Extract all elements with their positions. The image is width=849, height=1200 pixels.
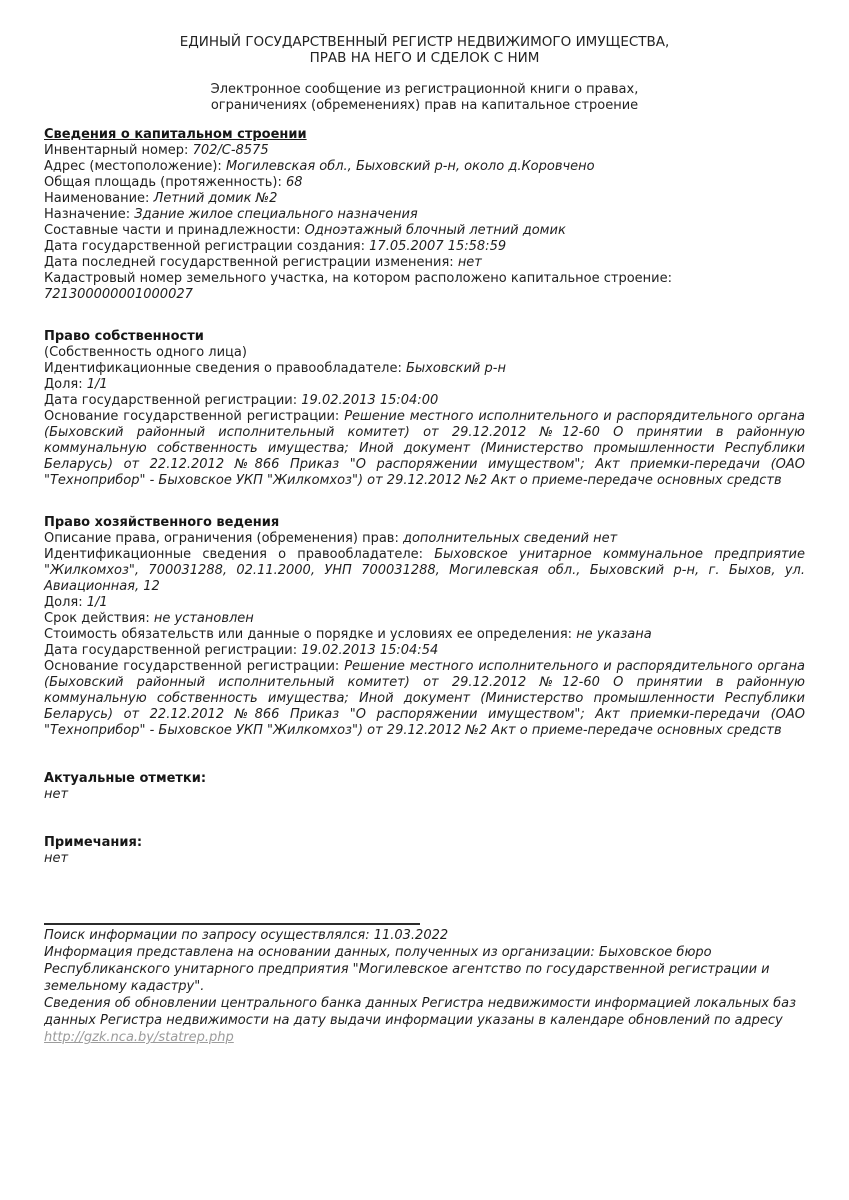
footer-update-line: Сведения об обновлении центрального банка данных Регистра недвижимости информацией локальных баз данных Регистра недвижимости на дату выдачи информации указаны в календаре обновлений по адресу xyxy=(44,996,797,1028)
document-title-line1: ЕДИНЫЙ ГОСУДАРСТВЕННЫЙ РЕГИСТР НЕДВИЖИМОГО ИМУЩЕСТВА, xyxy=(179,34,670,50)
field-row xyxy=(44,361,805,377)
field-row xyxy=(44,255,805,271)
field-value: не указана xyxy=(576,627,652,642)
field-label: Описание права, ограничения (обременения) прав: xyxy=(44,531,399,546)
field-row xyxy=(44,851,805,867)
document-title xyxy=(44,34,805,66)
footer-source-line: Информация представлена на основании данных, полученных из организации: Быховское бюро Республиканского унитарного предприятия "Могилевское агентство по государственной регистрации и земельному кадастру". xyxy=(44,945,770,994)
field-label: Кадастровый номер земельного участка, на котором расположено капитальное строение: xyxy=(44,271,672,286)
field-label: Дата государственной регистрации: xyxy=(44,393,298,408)
field-value: Решение местного исполнительного и распорядительного органа (Быховский районный исполнительный комитет) от 29.12.2012 №12-60 О принятии в районную коммунальную собственность имущества; Иной документ (Министерство промышленности Республики Беларусь) от 22.12.2012 №866 Приказ "О распоряжении имуществом"; Акт приемки-передачи (ОАО "Техноприбор" - Быховское УКП "Жилкомхоз") от 29.12.2012 №2 Акт о приеме-передаче основных средств xyxy=(44,659,805,738)
document-title-line2: ПРАВ НА НЕГО И СДЕЛОК С НИМ xyxy=(309,50,540,66)
field-row xyxy=(44,223,805,239)
field-value: 19.02.2013 15:04:00 xyxy=(301,393,439,408)
field-label: Основание государственной регистрации: xyxy=(44,659,340,674)
field-label: Наименование: xyxy=(44,191,150,206)
field-row xyxy=(44,643,805,659)
field-value: Решение местного исполнительного и распорядительного органа (Быховский районный исполнительный комитет) от 29.12.2012 №12-60 О принятии в районную коммунальную собственность имущества; Иной документ (Министерство промышленности Республики Беларусь) от 22.12.2012 №866 Приказ "О распоряжении имуществом"; Акт приемки-передачи (ОАО "Техноприбор" - Быховское УКП "Жилкомхоз") от 29.12.2012 №2 Акт о приеме-передаче основных средств xyxy=(44,409,805,488)
field-row xyxy=(44,207,805,223)
field-value: Летний домик №2 xyxy=(153,191,278,206)
field-label: Доля: xyxy=(44,595,83,610)
section-notes-heading: Примечания: xyxy=(44,835,143,850)
field-row xyxy=(44,547,805,595)
field-value: 17.05.2007 15:58:59 xyxy=(369,239,507,254)
field-row xyxy=(44,377,805,393)
field-value: нет xyxy=(457,255,482,270)
field-label: Адрес (местоположение): xyxy=(44,159,222,174)
section-ownership-subheading: (Собственность одного лица) xyxy=(44,345,247,360)
footer-divider xyxy=(44,923,420,925)
field-value: 1/1 xyxy=(86,377,108,392)
section-marks-heading: Актуальные отметки: xyxy=(44,771,207,786)
field-value: 19.02.2013 15:04:54 xyxy=(301,643,439,658)
field-label: Основание государственной регистрации: xyxy=(44,409,340,424)
field-row xyxy=(44,787,805,803)
section-ownership-heading: Право собственности xyxy=(44,329,204,344)
field-label: Дата государственной регистрации создания: xyxy=(44,239,366,254)
field-row-basis xyxy=(44,659,805,739)
field-row xyxy=(44,531,805,547)
section-ownership xyxy=(44,329,805,489)
field-value: Одноэтажный блочный летний домик xyxy=(304,223,566,238)
field-row xyxy=(44,393,805,409)
field-label: Общая площадь (протяженность): xyxy=(44,175,282,190)
field-row xyxy=(44,611,805,627)
field-label: Идентификационные сведения о правообладателе: xyxy=(44,361,402,376)
field-row xyxy=(44,239,805,255)
field-value: дополнительных сведений нет xyxy=(402,531,618,546)
field-row xyxy=(44,271,805,303)
footer-link[interactable]: http://gzk.nca.by/statrep.php xyxy=(44,1030,234,1045)
section-notes xyxy=(44,835,805,867)
field-row xyxy=(44,159,805,175)
field-row xyxy=(44,175,805,191)
section-building xyxy=(44,127,805,303)
field-row xyxy=(44,191,805,207)
notes-value: нет xyxy=(44,851,69,866)
field-label: Дата последней государственной регистрации изменения: xyxy=(44,255,454,270)
document-subtitle xyxy=(44,82,805,114)
section-marks xyxy=(44,771,805,803)
field-row xyxy=(44,143,805,159)
footer xyxy=(44,927,805,1046)
field-value: 68 xyxy=(285,175,303,190)
field-label: Инвентарный номер: xyxy=(44,143,189,158)
field-value: не установлен xyxy=(153,611,254,626)
document-subtitle-line1: Электронное сообщение из регистрационной книги о правах, xyxy=(210,82,639,97)
field-label: Срок действия: xyxy=(44,611,150,626)
field-label: Доля: xyxy=(44,377,83,392)
field-value: 702/С-8575 xyxy=(192,143,269,158)
document-subtitle-line2: ограничениях (обременениях) прав на капитальное строение xyxy=(210,98,639,113)
field-value: 1/1 xyxy=(86,595,108,610)
field-label: Идентификационные сведения о правообладателе: xyxy=(44,547,424,562)
field-value: Быховское унитарное коммунальное предприятие "Жилкомхоз", 700031288, 02.11.2000, УНП 700031288, Могилевская обл., Быховский р-н, г. Быхов, ул. Авиационная, 12 xyxy=(44,547,805,594)
field-row xyxy=(44,627,805,643)
field-row xyxy=(44,595,805,611)
field-label: Назначение: xyxy=(44,207,131,222)
section-management-heading: Право хозяйственного ведения xyxy=(44,515,280,530)
field-value: Быховский р-н xyxy=(405,361,506,376)
footer-search-line: Поиск информации по запросу осуществлялся: 11.03.2022 xyxy=(44,928,449,943)
field-row-basis xyxy=(44,409,805,489)
marks-value: нет xyxy=(44,787,69,802)
field-label: Составные части и принадлежности: xyxy=(44,223,301,238)
field-value: Здание жилое специального назначения xyxy=(134,207,418,222)
section-management xyxy=(44,515,805,739)
section-building-heading: Сведения о капитальном строении xyxy=(44,127,307,142)
field-label: Дата государственной регистрации: xyxy=(44,643,298,658)
field-value: 721300000001000027 xyxy=(44,287,193,302)
field-value: Могилевская обл., Быховский р-н, около д.Коровчено xyxy=(225,159,595,174)
field-label: Стоимость обязательств или данные о порядке и условиях ее определения: xyxy=(44,627,573,642)
